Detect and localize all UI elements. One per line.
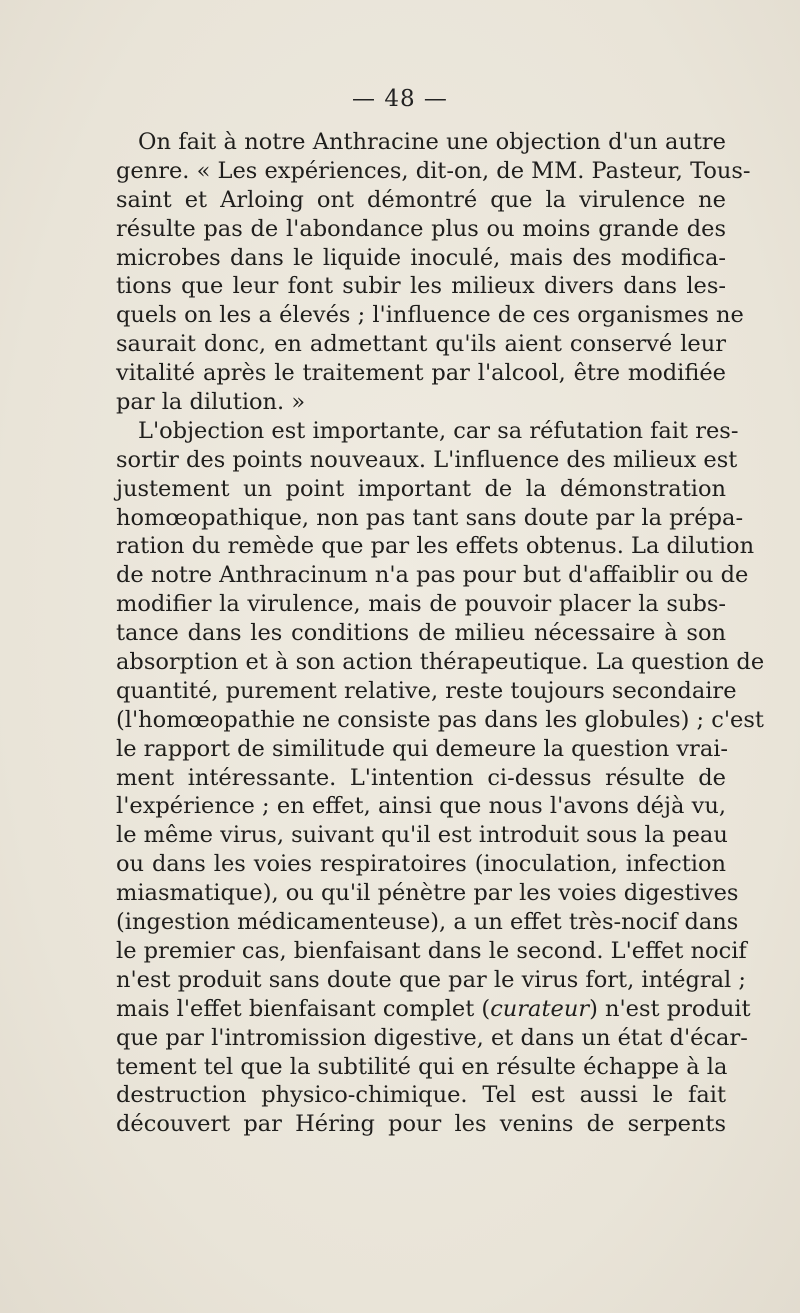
text-line: On fait à notre Anthracine une objection d'un autre [138,129,726,155]
text-line: saurait donc, en admettant qu'ils aient conservé leur [116,331,726,358]
italic-word: curateur [490,995,590,1022]
text-line: microbes dans le liquide inoculé, mais des modifica- [116,244,726,271]
text-line: que par l'intromission digestive, et dans un état d'écar- [116,1024,748,1051]
text-line: de notre Anthracinum n'a pas pour but d'affaiblir ou de [116,562,749,589]
text-line: ment intéressante. L'intention ci-dessus résulte de [116,764,726,791]
text-line: tions que leur font subir les milieux divers dans les- [116,273,726,300]
text-line: le premier cas, bienfaisant dans le second. L'effet nocif [116,937,747,964]
text-line: justement un point important de la démonstration [116,475,726,502]
text-line: par la dilution. » [116,389,306,416]
text-line: L'objection est importante, car sa réfutation fait res- [138,417,739,444]
text-line: saint et Arloing ont démontré que la virulence ne [116,186,726,213]
text-line: (ingestion médicamenteuse), a un effet très-nocif dans [116,909,739,936]
text-line: quels on les a élevés ; l'influence de ces organismes ne [116,302,744,329]
text-line: l'expérience ; en effet, ainsi que nous l'avons déjà vu, [116,793,726,820]
text-line: tement tel que la subtilité qui en résulte échappe à la [116,1053,728,1080]
text-line: (l'homœopathie ne consiste pas dans les globules) ; c'est [116,706,764,733]
text-line: absorption et à son action thérapeutique. La question de [116,649,765,676]
text-line: résulte pas de l'abondance plus ou moins grande des [116,215,726,242]
body-text [116,128,765,1139]
text-line: genre. « Les expériences, dit-on, de MM. Pasteur, Tous- [116,157,751,184]
text-line: sortir des points nouveaux. L'influence des milieux est [116,446,738,473]
text-line: miasmatique), ou qu'il pénètre par les voies digestives [116,880,739,907]
text-segment: ) n'est produit [589,995,751,1022]
text-line: modifier la virulence, mais de pouvoir placer la subs- [116,591,726,618]
text-line: ou dans les voies respiratoires (inoculation, infection [116,851,726,878]
text-line: tance dans les conditions de milieu nécessaire à son [116,620,726,647]
text-segment: mais l'effet bienfaisant complet ( [116,995,491,1022]
text-line: le rapport de similitude qui demeure la question vrai- [116,735,729,762]
text-line: ration du remède que par les effets obtenus. La dilution [116,533,755,560]
text-line: le même virus, suivant qu'il est introduit sous la peau [116,822,728,849]
text-line: destruction physico-chimique. Tel est aussi le fait [116,1082,726,1109]
text-line: découvert par Héring pour les venins de serpents [116,1111,726,1138]
text-line: n'est produit sans doute que par le virus fort, intégral ; [116,966,746,993]
text-line-with-italic [116,995,751,1024]
text-line: quantité, purement relative, reste toujours secondaire [116,677,737,704]
text-line: vitalité après le traitement par l'alcool, être modifiée [116,360,726,387]
page-number: — 48 — [352,86,448,112]
text-line: homœopathique, non pas tant sans doute par la prépa- [116,504,744,531]
